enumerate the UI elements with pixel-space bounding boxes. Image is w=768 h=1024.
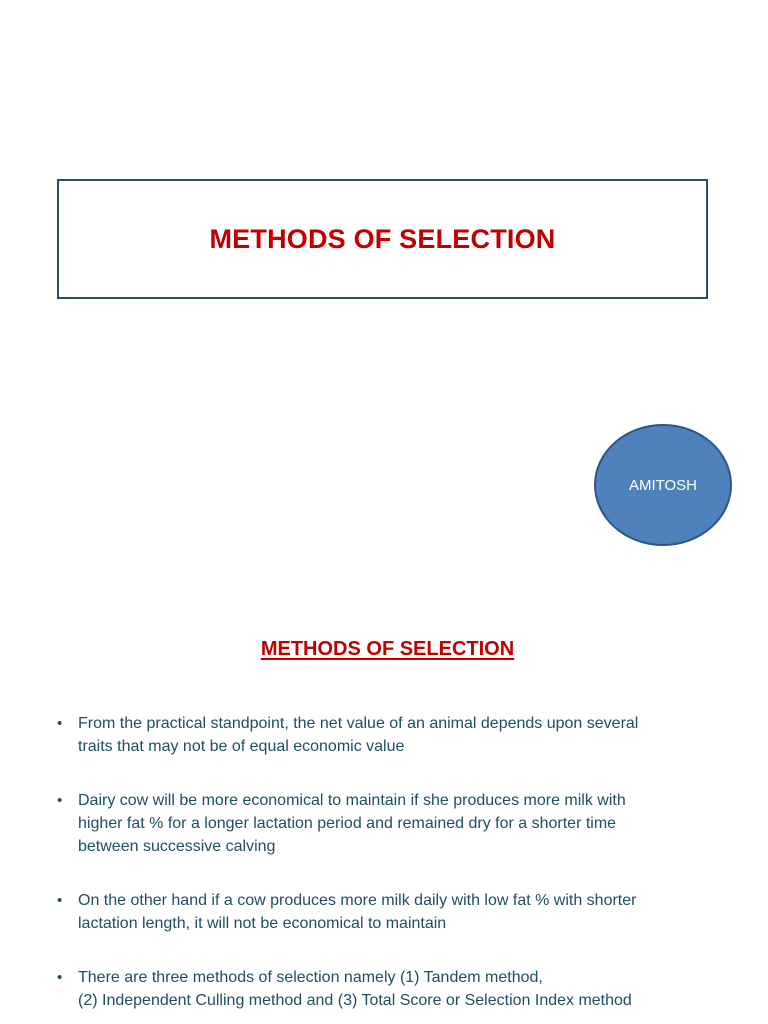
bullet-list [57, 712, 737, 1012]
bullet-marker: • [57, 969, 63, 986]
bullet-text: From the practical standpoint, the net value of an animal depends upon several traits that may not be of equal economic value [78, 715, 639, 755]
bullet-text: Dairy cow will be more economical to maintain if she produces more milk with higher fat % for a longer lactation period and remained dry for a shorter time between successive calving [78, 792, 626, 855]
list-item [57, 889, 737, 935]
slide-title: METHODS OF SELECTION [209, 223, 556, 254]
list-item [57, 966, 737, 1012]
section-heading: METHODS OF SELECTION [260, 638, 515, 660]
author-name: AMITOSH [628, 476, 698, 494]
bullet-text: There are three methods of selection namely (1) Tandem method, (2) Independent Culling method and (3) Total Score or Selection Index method [78, 969, 632, 1009]
list-item [57, 789, 737, 858]
title-box [57, 179, 708, 299]
bullet-marker: • [57, 715, 63, 732]
list-item [57, 712, 737, 758]
author-ellipse [594, 424, 732, 546]
bullet-marker: • [57, 892, 63, 909]
bullet-marker: • [57, 792, 63, 809]
bullet-text: On the other hand if a cow produces more milk daily with low fat % with shorter lactation length, it will not be economical to maintain [78, 892, 637, 932]
